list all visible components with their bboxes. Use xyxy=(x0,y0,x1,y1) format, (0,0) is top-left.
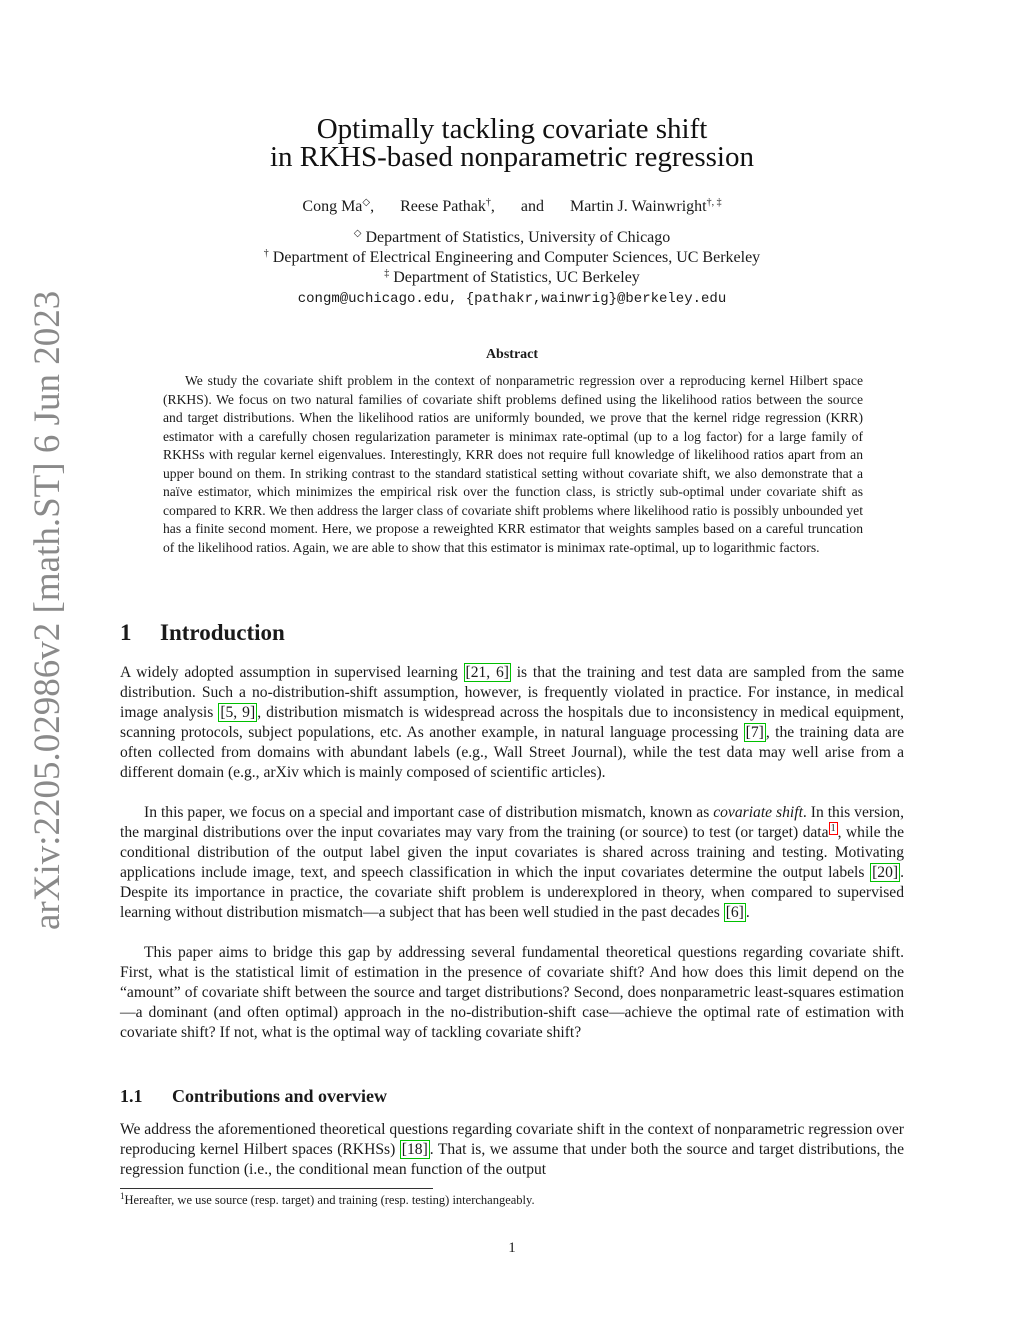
section-title: Introduction xyxy=(160,620,285,645)
citation-link[interactable]: [7] xyxy=(745,724,764,741)
author-list: Cong Ma◇, Reese Pathak†, and Martin J. Wainwright†, ‡ xyxy=(302,197,722,215)
author-emails: congm@uchicago.edu, {pathakr,wainwrig}@berkeley.edu xyxy=(297,291,727,307)
citation-link[interactable]: [18] xyxy=(401,1141,428,1158)
emphasis-term: covariate shift xyxy=(713,804,803,821)
text-run: , the training data are often collected from domains with abundant labels (e.g., Wall Street Journal), while the test data may well arise from a different domain (e.g., arXiv which is mainly composed of scientific articles). xyxy=(120,724,904,781)
text-run: , while the conditional distribution of the output label given the input covariates is shared across training and testing. Motivating applications include image, text, and speech classification in which the input covariates determine the output labels xyxy=(120,824,905,881)
affiliation-3-text: Department of Statistics, UC Berkeley xyxy=(393,269,640,286)
subsection-heading-contributions xyxy=(120,1086,387,1107)
footnote-divider xyxy=(120,1188,433,1189)
text-run: , distribution mismatch is widespread across the hospitals due to inconsistency in medical equipment, scanning protocols, subject populations, etc. As another example, in natural language processing xyxy=(120,704,905,741)
citation-link[interactable]: [20] xyxy=(872,864,899,881)
footnote-1 xyxy=(120,1193,904,1208)
affiliation-2 xyxy=(120,249,904,267)
title-line-2: in RKHS-based nonparametric regression xyxy=(269,141,754,173)
affiliation-1-text: Department of Statistics, University of Chicago xyxy=(365,229,671,246)
footnote-mark: 1 xyxy=(120,1191,125,1201)
author-3-mark: †, ‡ xyxy=(706,197,722,208)
affiliation-2-text: Department of Electrical Engineering and Computer Sciences, UC Berkeley xyxy=(272,249,761,266)
paper-title xyxy=(120,115,904,171)
section-number: 1 xyxy=(120,620,132,645)
text-run: A widely adopted assumption in supervised learning xyxy=(120,664,464,681)
text-run: In this paper, we focus on a special and important case of distribution mismatch, known as xyxy=(144,804,714,821)
abstract-heading: Abstract xyxy=(485,347,539,362)
text-run: We address the aforementioned theoretical questions regarding covariate shift in the context of nonparametric regression over reproducing kernel Hilbert spaces (RKHSs) xyxy=(120,1121,904,1158)
abstract-text: We study the covariate shift problem in the context of nonparametric regression over a reproducing kernel Hilbert space (RKHS). We focus on two natural families of covariate shift problems defined using the likelihood ratios between the source and target distributions. When the likelihood ratios are uniformly bounded, we prove that the kernel ridge regression (KRR) estimator with a carefully chosen regularization parameter is minimax rate-optimal (up to a log factor) for a large family of RKHSs with regular kernel eigenvalues. Interestingly, KRR does not require full knowledge of likelihood ratios apart from an upper bound on them. In striking contrast to the standard statistical setting without covariate shift, we also demonstrate that a naïve estimator, which minimizes the empirical risk over the function class, is strictly sub-optimal under covariate shift as compared to KRR. We then address the larger class of covariate shift problems where likelihood ratio is possibly unbounded yet has a finite second moment. Here, we propose a reweighted KRR estimator that weights samples based on a careful truncation of the likelihood ratios. Again, we are able to show that this estimator is minimax rate-optimal, up to logarithmic factors. xyxy=(163,373,863,555)
author-2: Reese Pathak xyxy=(400,198,486,215)
arxiv-identifier-stamp: arXiv:2205.02986v2 [math.ST] 6 Jun 2023 xyxy=(27,290,68,930)
affiliation-3-mark: ‡ xyxy=(384,268,390,279)
author-1-mark: ◇ xyxy=(362,197,371,208)
text-run: is that the training and test data are sampled from the same distribution. Such a no-distribution-shift assumption, however, is frequently violated in practice. For instance, in medical image analysis xyxy=(120,664,904,721)
text-run: . In this version, the marginal distributions over the input covariates may vary from the training (or source) to test (or target) data xyxy=(120,804,904,841)
affiliation-2-mark: † xyxy=(263,248,269,259)
intro-paragraph-3: This paper aims to bridge this gap by addressing several fundamental theoretical questions regarding covariate shift. First, what is the statistical limit of estimation in the presence of covariate shift? And how does this limit depend on the “amount” of covariate shift between the source and target distributions? Second, does nonparametric least-squares estimation—a dominant (and often optimal) approach in the no-distribution-shift case—achieve the optimal rate of estimation with covariate shift? If not, what is the optimal way of tackling covariate shift? xyxy=(120,944,904,1041)
affiliation-3 xyxy=(120,269,904,287)
citation-link[interactable]: [6] xyxy=(725,904,744,921)
subsection-title: Contributions and overview xyxy=(172,1086,388,1106)
section-heading-introduction xyxy=(120,620,285,646)
title-line-1: Optimally tackling covariate shift xyxy=(316,113,708,145)
text-run: . Despite its importance in practice, the covariate shift problem is underexplored in theory, when compared to supervised learning without distribution mismatch—a subject that has been well studied in the past decades xyxy=(120,864,904,921)
author-1: Cong Ma xyxy=(302,198,363,215)
citation-link[interactable]: [5, 9] xyxy=(220,704,256,721)
intro-paragraph-2 xyxy=(120,803,904,923)
citation-link[interactable]: [21, 6] xyxy=(465,664,509,681)
author-2-mark: † xyxy=(485,197,491,208)
affiliation-1 xyxy=(120,229,904,247)
text-run: . That is, we assume that under both the source and target distributions, the regression function (i.e., the conditional mean function of the output xyxy=(120,1141,904,1178)
footnote-link[interactable]: 1 xyxy=(830,823,836,834)
author-3: Martin J. Wainwright xyxy=(569,198,707,215)
page-number: 1 xyxy=(508,1240,516,1256)
contributions-paragraph-1 xyxy=(120,1120,904,1180)
intro-paragraph-1 xyxy=(120,663,904,783)
footnote-text: Hereafter, we use source (resp. target) and training (resp. testing) interchangeably. xyxy=(124,1193,535,1207)
affiliation-1-mark: ◇ xyxy=(353,228,362,239)
author-and: and xyxy=(520,198,544,215)
subsection-number: 1.1 xyxy=(120,1086,143,1106)
text-run: . xyxy=(745,904,750,921)
